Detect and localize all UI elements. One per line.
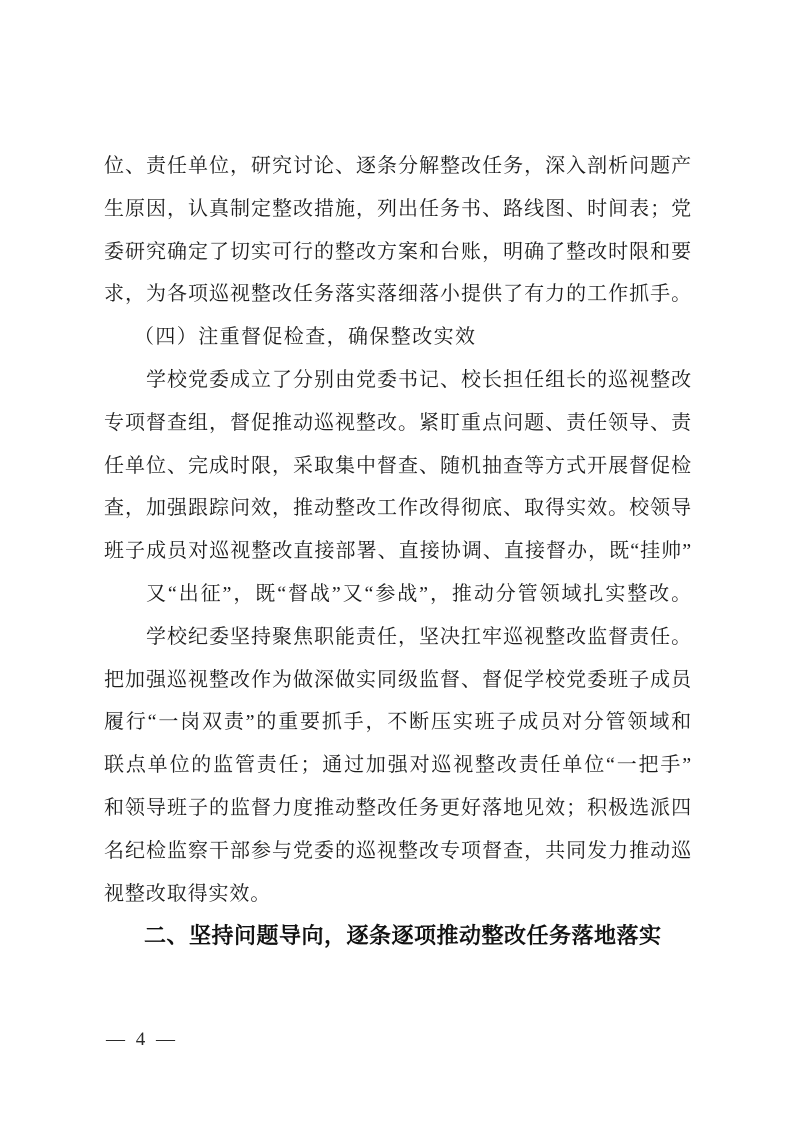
section-heading-four: （四）注重督促检查，确保整改实效 [134,326,477,349]
document-body [104,145,692,958]
body-line: 又“出征”，既“督战”又“参战”，推动分管领域扎实整改。 [146,582,692,605]
body-line: 委研究确定了切实可行的整改方案和台账，明确了整改时限和要 [104,240,692,263]
body-line: 把加强巡视整改作为做深做实同级监督、督促学校党委班子成员 [104,668,692,691]
body-line: 求，为各项巡视整改任务落实落细落小提供了有力的工作抓手。 [104,283,692,306]
body-line: 联点单位的监管责任；通过加强对巡视整改责任单位“一把手” [104,754,692,777]
body-line: 专项督查组，督促推动巡视整改。紧盯重点问题、责任领导、责 [104,411,692,434]
body-line: 履行“一岗双责”的重要抓手，不断压实班子成员对分管领域和 [104,711,692,734]
body-line: 和领导班子的监督力度推动整改任务更好落地见效；积极选派四 [104,796,692,819]
body-line: 班子成员对巡视整改直接部署、直接协调、直接督办，既“挂帅” [104,540,692,563]
body-line: 任单位、完成时限，采取集中督查、随机抽查等方式开展督促检 [104,454,692,477]
body-line: 位、责任单位，研究讨论、逐条分解整改任务，深入剖析问题产 [104,155,692,177]
body-line: 名纪检监察干部参与党委的巡视整改专项督查，共同发力推动巡 [104,839,692,862]
body-line: 视整改取得实效。 [104,882,272,905]
body-line: 生原因，认真制定整改措施，列出任务书、路线图、时间表；党 [104,197,692,220]
page-number: — 4 — [106,1029,178,1050]
body-line: 学校党委成立了分别由党委书记、校长担任组长的巡视整改 [146,368,692,391]
section-heading-two: 二、坚持问题导向，逐条逐项推动整改任务落地落实 [144,923,662,949]
body-line: 查，加强跟踪问效，推动整改工作改得彻底、取得实效。校领导 [104,497,692,520]
body-line: 学校纪委坚持聚焦职能责任，坚决扛牢巡视整改监督责任。 [146,625,692,648]
